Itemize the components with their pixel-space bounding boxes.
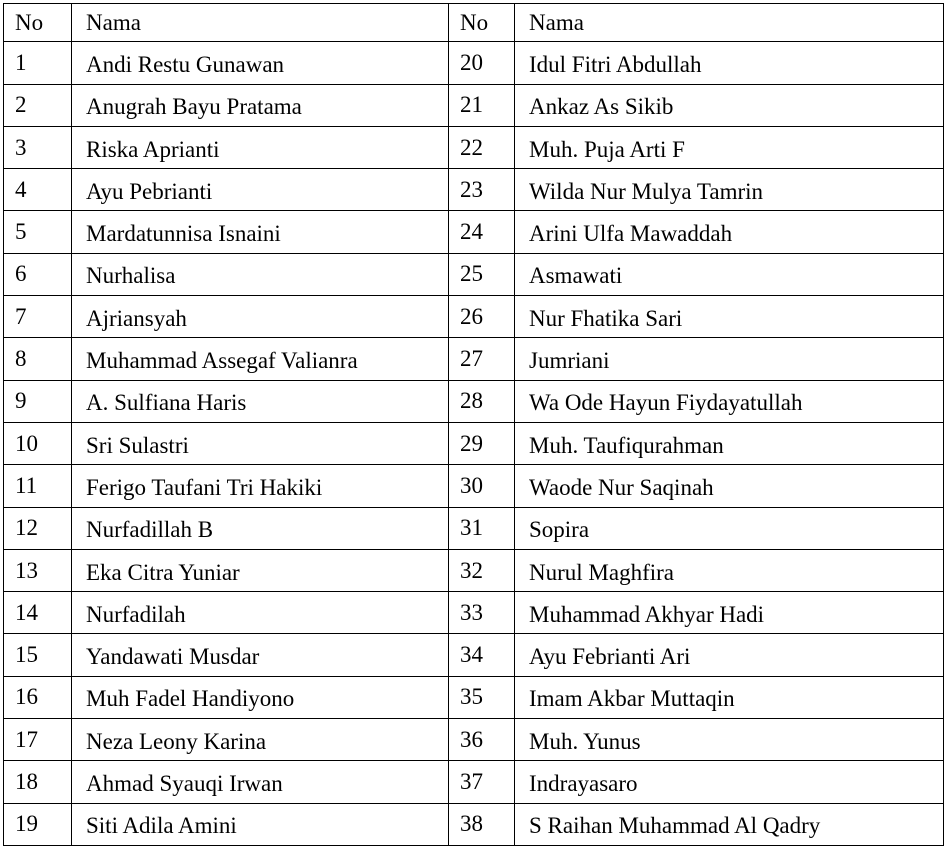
left-name-cell: Ahmad Syauqi Irwan <box>72 761 449 803</box>
right-no-cell: 25 <box>449 253 515 295</box>
left-name-cell: Riska Aprianti <box>72 126 449 168</box>
right-no-cell: 36 <box>449 719 515 761</box>
left-no-cell: 2 <box>4 84 72 126</box>
left-no-cell: 8 <box>4 338 72 380</box>
table-row <box>4 211 944 253</box>
left-name-cell: A. Sulfiana Haris <box>72 380 449 422</box>
table-row <box>4 592 944 634</box>
right-no-cell: 26 <box>449 296 515 338</box>
left-name-cell: Ajriansyah <box>72 296 449 338</box>
right-no-cell: 35 <box>449 676 515 718</box>
left-name-cell: Sri Sulastri <box>72 422 449 464</box>
right-no-cell: 34 <box>449 634 515 676</box>
right-name-cell: Idul Fitri Abdullah <box>515 42 944 84</box>
right-name-cell: Muh. Puja Arti F <box>515 126 944 168</box>
table-row <box>4 422 944 464</box>
left-no-cell: 16 <box>4 676 72 718</box>
table-row <box>4 634 944 676</box>
table-row <box>4 338 944 380</box>
left-name-header: Nama <box>72 4 449 42</box>
right-no-cell: 29 <box>449 422 515 464</box>
header-row <box>4 4 944 42</box>
left-no-cell: 12 <box>4 507 72 549</box>
right-no-cell: 38 <box>449 803 515 845</box>
table-row <box>4 253 944 295</box>
right-no-cell: 27 <box>449 338 515 380</box>
left-name-cell: Nurhalisa <box>72 253 449 295</box>
left-no-cell: 3 <box>4 126 72 168</box>
right-name-cell: S Raihan Muhammad Al Qadry <box>515 803 944 845</box>
right-no-cell: 23 <box>449 169 515 211</box>
right-no-cell: 37 <box>449 761 515 803</box>
left-no-cell: 5 <box>4 211 72 253</box>
table-row <box>4 465 944 507</box>
right-name-cell: Arini Ulfa Mawaddah <box>515 211 944 253</box>
right-name-cell: Muhammad Akhyar Hadi <box>515 592 944 634</box>
right-name-cell: Indrayasaro <box>515 761 944 803</box>
table-header <box>4 4 944 42</box>
right-name-header: Nama <box>515 4 944 42</box>
left-no-cell: 7 <box>4 296 72 338</box>
right-no-cell: 32 <box>449 549 515 591</box>
left-name-cell: Anugrah Bayu Pratama <box>72 84 449 126</box>
right-no-cell: 24 <box>449 211 515 253</box>
right-no-cell: 33 <box>449 592 515 634</box>
table-row <box>4 84 944 126</box>
table-row <box>4 126 944 168</box>
left-no-cell: 10 <box>4 422 72 464</box>
left-name-cell: Nurfadilah <box>72 592 449 634</box>
right-name-cell: Wilda Nur Mulya Tamrin <box>515 169 944 211</box>
left-no-header: No <box>4 4 72 42</box>
left-no-cell: 14 <box>4 592 72 634</box>
left-no-cell: 11 <box>4 465 72 507</box>
right-name-cell: Ayu Febrianti Ari <box>515 634 944 676</box>
left-no-cell: 19 <box>4 803 72 845</box>
right-no-cell: 31 <box>449 507 515 549</box>
right-name-cell: Nur Fhatika Sari <box>515 296 944 338</box>
right-no-cell: 30 <box>449 465 515 507</box>
left-name-cell: Andi Restu Gunawan <box>72 42 449 84</box>
right-no-cell: 21 <box>449 84 515 126</box>
right-name-cell: Waode Nur Saqinah <box>515 465 944 507</box>
right-name-cell: Ankaz As Sikib <box>515 84 944 126</box>
right-name-cell: Sopira <box>515 507 944 549</box>
table-row <box>4 761 944 803</box>
left-name-cell: Siti Adila Amini <box>72 803 449 845</box>
left-name-cell: Muh Fadel Handiyono <box>72 676 449 718</box>
left-no-cell: 4 <box>4 169 72 211</box>
table-row <box>4 803 944 845</box>
right-name-cell: Asmawati <box>515 253 944 295</box>
table-row <box>4 549 944 591</box>
left-no-cell: 9 <box>4 380 72 422</box>
student-name-table <box>3 3 944 846</box>
table-row <box>4 42 944 84</box>
right-name-cell: Imam Akbar Muttaqin <box>515 676 944 718</box>
table-row <box>4 296 944 338</box>
right-no-cell: 22 <box>449 126 515 168</box>
left-no-cell: 18 <box>4 761 72 803</box>
left-no-cell: 1 <box>4 42 72 84</box>
right-name-cell: Muh. Taufiqurahman <box>515 422 944 464</box>
right-no-header: No <box>449 4 515 42</box>
right-no-cell: 20 <box>449 42 515 84</box>
left-name-cell: Muhammad Assegaf Valianra <box>72 338 449 380</box>
left-name-cell: Neza Leony Karina <box>72 719 449 761</box>
right-name-cell: Wa Ode Hayun Fiydayatullah <box>515 380 944 422</box>
left-no-cell: 17 <box>4 719 72 761</box>
right-name-cell: Muh. Yunus <box>515 719 944 761</box>
left-name-cell: Yandawati Musdar <box>72 634 449 676</box>
left-no-cell: 13 <box>4 549 72 591</box>
left-name-cell: Ayu Pebrianti <box>72 169 449 211</box>
left-name-cell: Nurfadillah B <box>72 507 449 549</box>
left-name-cell: Eka Citra Yuniar <box>72 549 449 591</box>
table-row <box>4 169 944 211</box>
left-name-cell: Mardatunnisa Isnaini <box>72 211 449 253</box>
table-row <box>4 507 944 549</box>
left-no-cell: 6 <box>4 253 72 295</box>
right-name-cell: Jumriani <box>515 338 944 380</box>
table-row <box>4 719 944 761</box>
right-no-cell: 28 <box>449 380 515 422</box>
left-no-cell: 15 <box>4 634 72 676</box>
table-row <box>4 380 944 422</box>
right-name-cell: Nurul Maghfira <box>515 549 944 591</box>
left-name-cell: Ferigo Taufani Tri Hakiki <box>72 465 449 507</box>
table-body <box>4 42 944 846</box>
table-row <box>4 676 944 718</box>
